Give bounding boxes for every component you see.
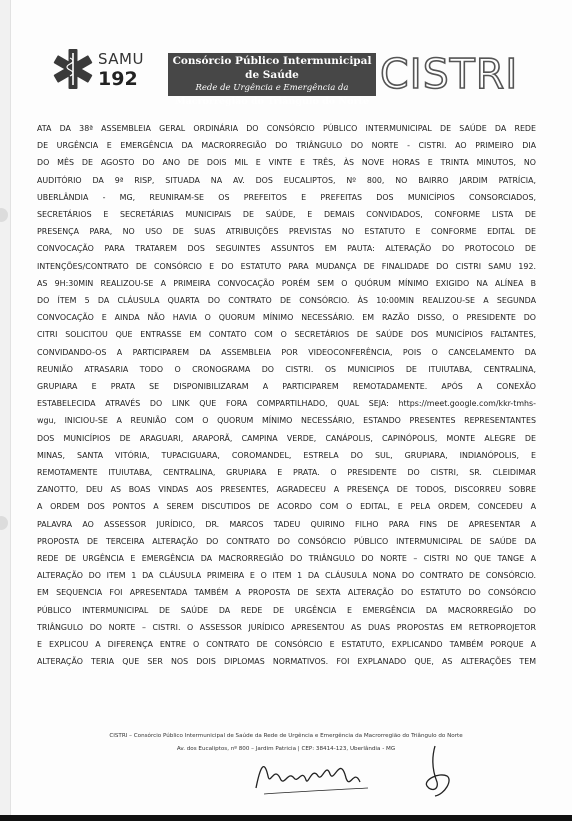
body-line: wgu, INICIOU-SE A REUNIÃO COM O QUORUM MÍNIMO NECESSÁRIO, ESTANDO PRESENTES REPRESENTANTES [37, 416, 536, 426]
body-line: GRUPIARA E PRATA SE DISPONIBILIZARAM A PARTICIPAREM REMOTADAMENTE. APÓS A CONEXÃO [37, 382, 536, 392]
body-line: PALAVRA AO ASSESSOR JURÍDICO, DR. MARCOS TADEU QUIRINO FILHO PARA FINS DE APRESENTAR A [37, 519, 536, 529]
body-line: DE URGÊNCIA E EMERGÊNCIA DA MACRORREGIÃO DO TRIÂNGULO DO NORTE - CISTRI. AO PRIMEIRO DIA [37, 141, 536, 151]
body-line: DO ÍTEM 5 DA CLÁUSULA QUARTA DO CONTRATO DE CONSÓRCIO. ÀS 10:00MIN REALIZOU-SE A SEGUNDA [37, 296, 536, 306]
footer-organization: CISTRI – Consórcio Público Intermunicipal de Saúde da Rede de Urgência e Emergência da Macrorregião do Triângulo do Norte [109, 733, 463, 739]
minutes-body [37, 120, 536, 671]
body-line: CITRI SOLICITOU QUE ENTRASSE EM CONTATO COM O SECRETÁRIOS DE SAÚDE DOS MUNICÍPIOS FALTANTES, [37, 330, 536, 340]
body-line: CONVOCAÇÃO PARA TRATAREM DOS SEGUINTES ASSUNTOS EM PAUTA: ALTERAÇÃO DO PROTOCOLO DE [37, 244, 536, 254]
body-line: ALTERAÇÃO DO ITEM 1 DA CLÁUSULA PRIMEIRA E O ITEM 1 DA CLÁUSULA NONA DO CONTRATO DE CONSÓRCIO. [37, 571, 536, 581]
banner-line-2: Rede de Urgência e Emergência da [195, 83, 349, 93]
body-line: AUDITÓRIO DA 9ª RISP, SITUADA NA AV. DOS EUCALIPTOS, Nº 800, NO BAIRRO JARDIM PATRÍCIA, [37, 175, 536, 185]
footer-address: Av. dos Eucaliptos, nº 800 – Jardim Patricia | CEP: 38414-123, Uberlândia - MG [176, 746, 396, 752]
body-line: PROPOSTA DE TERCEIRA ALTERAÇÃO DO CONTRATO DO CONSÓRCIO PÚBLICO INTERMUNICIPAL DE SAÚDE DA [37, 536, 536, 546]
body-line: SECRETÁRIOS E SECRETÁRIAS MUNICIPAIS DE SAÚDE, E DEMAIS CONVIDADOS, CONFORME LISTA DE [37, 210, 536, 220]
banner-line-3: Macrorregião do Triângulo do Norte [175, 96, 369, 107]
samu-label: SAMU [98, 50, 144, 68]
samu-logo [48, 44, 144, 96]
body-line: REUNIÃO ATRASARIA TODO O CRONOGRAMA DO CISTRI. OS MUNICIPIOS DE ITUIUTABA, CENTRALINA, [37, 364, 536, 374]
body-line: E EXPLICOU A DIFERENÇA ENTRE O CONTRATO DE CONSÓRCIO E ESTATUTO, EXPLICANDO TAMBÉM PORQUE A [37, 640, 536, 650]
body-line: ATA DA 38ª ASSEMBLEIA GERAL ORDINÁRIA DO CONSÓRCIO PÚBLICO INTERMUNICIPAL DE SAÚDE DA REDE [37, 124, 536, 133]
body-line: A ORDEM DOS PONTOS A SEREM DISCUTIDOS DE ACORDO COM O EDITAL, E PELA ORDEM, CONCEDEU A [37, 502, 536, 512]
scan-left-edge [0, 0, 11, 821]
body-line: REDE DE URGÊNCIA E EMERGÊNCIA DA MACRORREGIÃO DO TRIÂNGULO DO NORTE – CISTRI NO QUE TANGE A [37, 554, 536, 564]
samu-number: 192 [98, 68, 138, 90]
body-line: DOS MUNICÍPIOS DE ARAGUARI, ARAPORÃ, CAMPINA VERDE, CANÁPOLIS, CAPINÓPOLIS, MONTE ALEGRE DE [37, 433, 536, 443]
body-line: AS 9H:30MIN REALIZOU-SE A PRIMEIRA CONVOCAÇÃO PORÉM SEM O QUÓRUM MÍNIMO EXIGIDO NA ALÍNEA B [37, 278, 536, 288]
body-line: EM SEQUENCIA FOI APRESENTADA TAMBÉM A PROPOSTA DE SEXTA ALTERAÇÃO DO ESTATUTO DO CONSÓRCIO [37, 588, 536, 598]
body-line: PÚBLICO INTERMUNICIPAL DE SAÚDE DA REDE DE URGÊNCIA E EMERGÊNCIA DA MACRORREGIÃO DO [37, 605, 536, 615]
consortium-banner [168, 53, 376, 107]
body-line: PRESENÇA PARA, NO USO DE SUAS ATRIBUIÇÕES PREVISTAS NO ESTATUTO E CONFORME EDITAL DE [37, 227, 536, 237]
star-of-life-icon [48, 44, 98, 94]
body-line: UBERLÂNDIA - MG, REUNIRAM-SE OS PREFEITOS E PREFEITAS DOS MUNICÍPIOS CONSORCIADOS, [37, 192, 536, 202]
body-line: REMOTAMENTE ITUIUTABA, CENTRALINA, GRUPIARA E PRATA. O PRESIDENTE DO CISTRI, SR. CLEIDIMAR [37, 468, 536, 478]
cistri-logo: CISTRI [380, 50, 519, 98]
body-line: ZANOTTO, DEU AS BOAS VINDAS AOS PRESENTES, AGRADECEU A PRESENÇA DE TODOS, DISCORREU SOBRE [37, 485, 536, 495]
body-line: INTENÇÕES/CONTRATO DE CONSÓRCIO E DO ESTATUTO PARA MUDANÇA DE FINALIDADE DO CISTRI SAMU 192. [37, 261, 536, 271]
banner-line-1: Consórcio Público Intermunicipal de Saúde [172, 55, 372, 81]
scan-bottom-edge [0, 815, 572, 821]
body-line: CONVIDANDO-OS A PARTICIPAREM DA ASSEMBLEIA POR VIDEOCONFERÊNCIA, POIS O CANCELAMENTO DA [37, 347, 536, 357]
body-line: ESTABELECIDA ATRAVÉS DO LINK QUE FORA COMPARTILHADO, QUAL SEJA: https://meet.google.com/kkr-tmhs- [37, 399, 536, 409]
body-line: TRIÂNGULO DO NORTE – CISTRI. O ASSESSOR JURÍDICO APRESENTOU AS DUAS PROPOSTAS EM RETROPROJETOR [37, 622, 536, 632]
body-line: DO MÊS DE AGOSTO DO ANO DE DOIS MIL E VINTE E TRÊS, ÀS NOVE HORAS E TRINTA MINUTOS, NO [37, 158, 536, 168]
body-line: MINAS, SANTA VITÓRIA, TUPACIGUARA, COROMANDEL, ESTRELA DO SUL, GRUPIARA, INDIANÓPOLIS, E [37, 450, 536, 460]
body-line: CONVOCAÇÃO E AINDA NÃO HAVIA O QUORUM MÍNIMO NECESSÁRIO. EM RAZÃO DISSO, O PRESIDENTE DO [37, 313, 536, 323]
signature-1 [250, 748, 380, 800]
signature-2 [405, 742, 465, 800]
body-line: ALTERAÇÃO TERIA QUE SER NOS DOIS DIPLOMAS NORMATIVOS. FOI EXPLANADO QUE, AS ALTERAÇÕES TEM [37, 657, 536, 667]
